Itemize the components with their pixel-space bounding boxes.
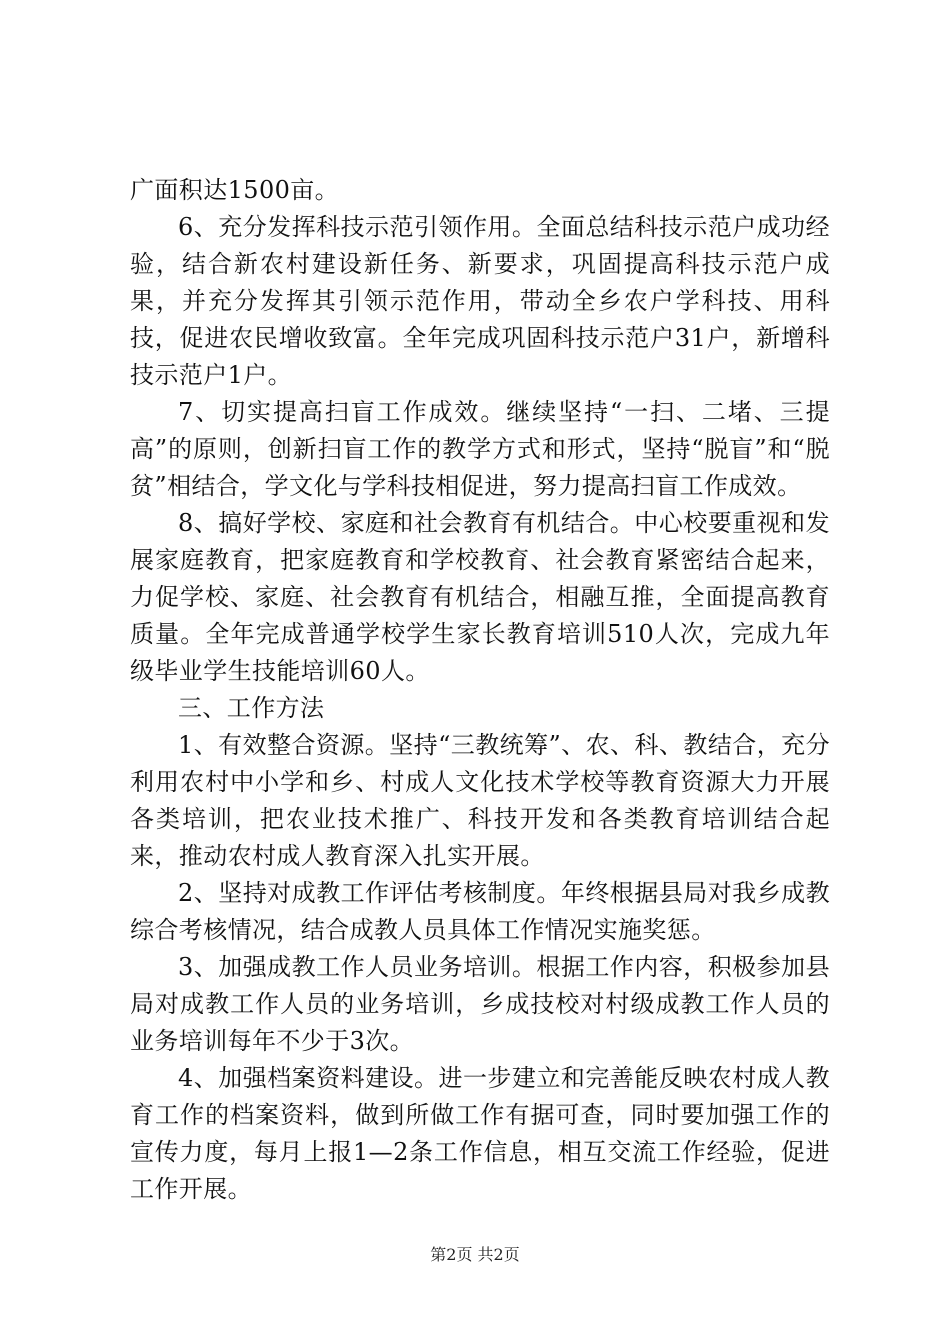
method-item-4: 4、加强档案资料建设。进一步建立和完善能反映农村成人教育工作的档案资料，做到所做工作有据可查，同时要加强工作的宣传力度，每月上报1—2条工作信息，相互交流工作经验，促进工作开展。 xyxy=(130,1064,830,1203)
method-item-2: 2、坚持对成教工作评估考核制度。年终根据县局对我乡成教综合考核情况，结合成教人员具体工作情况实施奖惩。 xyxy=(130,879,830,944)
method-item-3: 3、加强成教工作人员业务培训。根据工作内容，积极参加县局对成教工作人员的业务培训，乡成技校对村级成教工作人员的业务培训每年不少于3次。 xyxy=(130,953,830,1055)
page-number-footer: 第2页 共2页 xyxy=(430,1245,520,1264)
paragraph-continuation: 广面积达1500亩。 xyxy=(130,176,340,204)
section-heading-work-methods: 三、工作方法 xyxy=(178,694,325,722)
paragraph-item-7: 7、切实提高扫盲工作成效。继续坚持“一扫、二堵、三提高”的原则，创新扫盲工作的教学方式和形式，坚持“脱盲”和“脱贫”相结合，学文化与学科技相促进，努力提高扫盲工作成效。 xyxy=(130,398,830,500)
paragraph-item-6: 6、充分发挥科技示范引领作用。全面总结科技示范户成功经验，结合新农村建设新任务、新要求，巩固提高科技示范户成果，并充分发挥其引领示范作用，带动全乡农户学科技、用科技，促进农民增收致富。全年完成巩固科技示范户31户，新增科技示范户1户。 xyxy=(130,213,830,389)
paragraph-item-8: 8、搞好学校、家庭和社会教育有机结合。中心校要重视和发展家庭教育，把家庭教育和学校教育、社会教育紧密结合起来，力促学校、家庭、社会教育有机结合，相融互推，全面提高教育质量。全年完成普通学校学生家长教育培训510人次，完成九年级毕业学生技能培训60人。 xyxy=(130,509,830,685)
method-item-1: 1、有效整合资源。坚持“三教统筹”、农、科、教结合，充分利用农村中小学和乡、村成人文化技术学校等教育资源大力开展各类培训，把农业技术推广、科技开发和各类教育培训结合起来，推动农村成人教育深入扎实开展。 xyxy=(130,731,830,870)
document-body xyxy=(130,172,830,1208)
